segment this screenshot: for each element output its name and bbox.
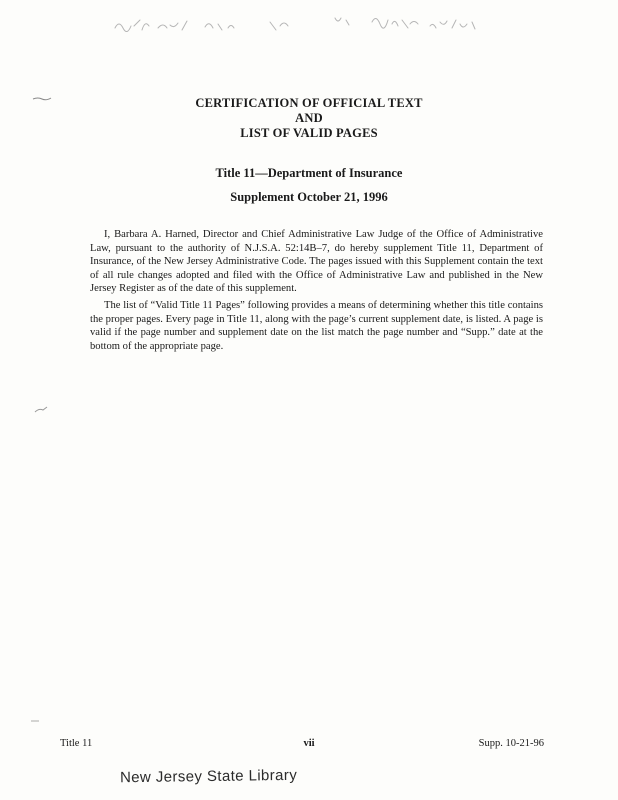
heading-line-1: CERTIFICATION OF OFFICIAL TEXT: [195, 96, 423, 110]
margin-mark: [34, 406, 48, 414]
heading-line-3: LIST OF VALID PAGES: [240, 126, 378, 140]
title-line: Title 11—Department of Insurance: [215, 166, 403, 180]
handwritten-scribble: [110, 8, 510, 40]
certification-paragraph: I, Barbara A. Harned, Director and Chief Administrative Law Judge of the Office of Administrative Law, pursuant to the authority of N.J.S.A. 52:14B–7, do hereby supplement Title 11, Department of Insurance, of the New Jersey Administrative Code. The pages issued with this Supplement contain the text of all rule changes adopted and filed with the Office of Administrative Law and published in the New Jersey Register as of the date of this supplement.: [90, 229, 543, 295]
heading-line-2: AND: [295, 111, 323, 125]
footer-title: Title 11: [60, 738, 93, 749]
footer-supplement-date: Supp. 10-21-96: [478, 738, 544, 749]
supplement-line: Supplement October 21, 1996: [230, 190, 388, 204]
library-stamp: New Jersey State Library: [119, 766, 298, 787]
valid-pages-paragraph: The list of “Valid Title 11 Pages” following provides a means of determining whether this title contains the proper pages. Every page in Title 11, along with the page’s current supplement date, is listed. A page is valid if the page number and supplement date on the list match the page number and “Supp.” date at the bottom of the appropriate page.: [90, 300, 543, 352]
footer-page-number: vii: [303, 738, 315, 749]
margin-mark: [30, 718, 40, 724]
